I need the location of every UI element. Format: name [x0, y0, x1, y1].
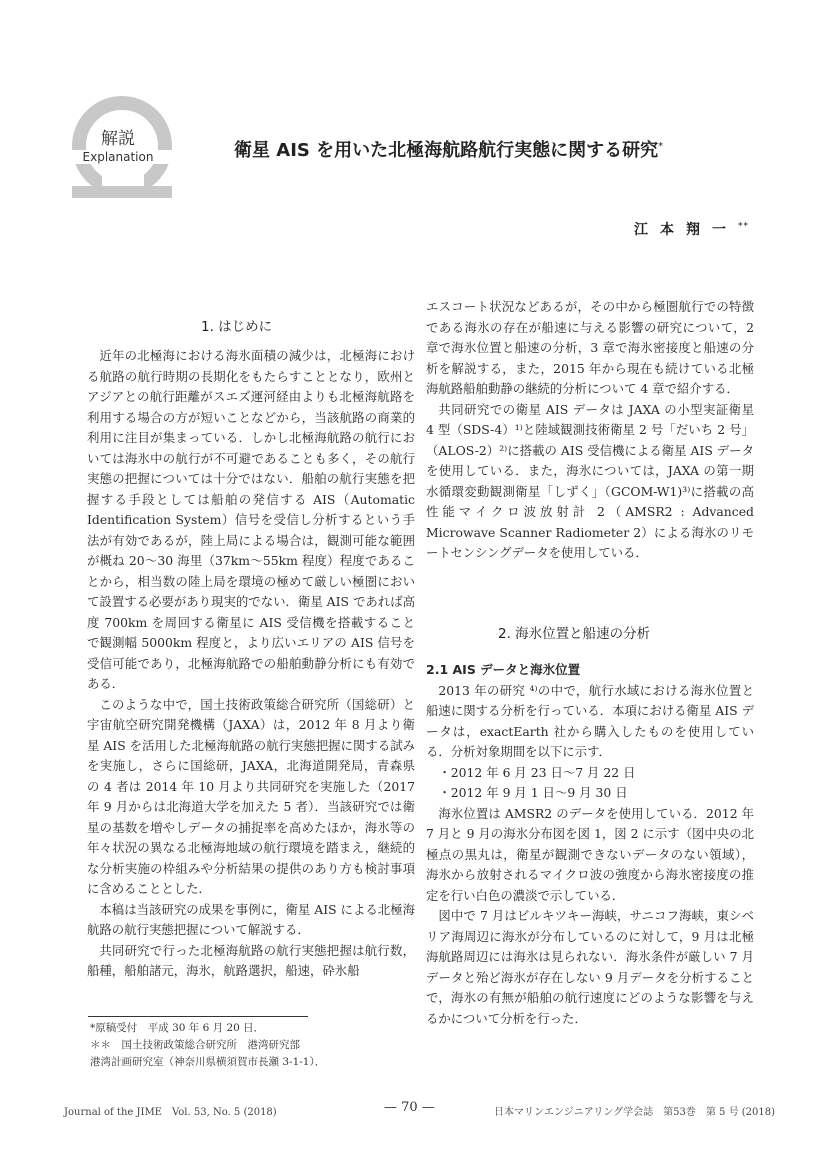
paragraph: このような中で，国土技術政策総合研究所（国総研）と宇宙航空研究開発機構（JAXA）は，2012 年 8 月より衛星 AIS を活用した北極海航路の航行実態把握に関する試みを実施し，さらに国総研，JAXA，北海道開発局，青森県の 4 者は 2014 年 10 月より共同研究を実施した（2017 年 9 月からは北海道大学を加えた 5 者）．当該研究では衛星の基数を増やしデータの捕捉率を高めたほか，海氷等の年々状況の異なる北極海地域の航行環境を踏まえ，継続的な分析実施の枠組みや分析結果の提供のあり方も検討事項に含めることとした． — [87, 696, 415, 896]
omega-base-bar — [72, 186, 172, 198]
section-2-heading: 2. 海氷位置と船速の分析 — [498, 626, 651, 642]
explanation-logo — [64, 94, 172, 212]
paragraph: 本稿は当該研究の成果を事例に，衛星 AIS による北極海航路の航行実態把握について解説する． — [87, 901, 415, 937]
footer-page-number: — 70 — — [384, 1100, 435, 1115]
paragraph: 2013 年の研究 ⁴⁾の中で，航行水域における海氷位置と船速に関する分析を行っている．本項における衛星 AIS データは，exactEarth 社から購入したものを使用している．分析対象期間を以下に示す． — [426, 682, 754, 759]
footer-journal-jp: 日本マリンエンジニアリング学会誌 第53巻 第 5 号 (2018) — [494, 1107, 776, 1118]
paragraph: 海氷位置は AMSR2 のデータを使用している．2012 年 7 月と 9 月の海氷分布図を図 1，図 2 に示す（図中央の北極点の黒丸は，衛星が観測できないデータのない領域），海氷から放射されるマイクロ波の強度から海氷密接度の推定を行い白色の濃淡で示している． — [426, 805, 754, 903]
paragraph: 図中で 7 月はビルキツキー海峡，サニコフ海峡，東シベリア海周辺に海氷が分布しているのに対して，9 月は北極海航路周辺には海氷は見られない．海氷条件が厳しい 7 月データと殆ど海氷が存在しない 9 月データを分析することで，海氷の有無が船舶の航行速度にどのような影響を与えるかについて分析を行った． — [426, 908, 754, 1026]
footnote-affiliation: ＊＊ 国土技術政策総合研究所 港湾研究部 — [90, 1039, 300, 1051]
article-title — [234, 136, 663, 162]
logo-label-jp: 解説 — [101, 129, 135, 149]
paragraph: 近年の北極海における海氷面積の減少は，北極海における航路の航行時期の長期化をもたらすこととなり，欧州とアジアとの航行距離がスエズ運河経由よりも北極海航路を利用する場合の方が短いことなどから，当該航路の商業的利用に注目が集まっている．しかし北極海航路の航行においては海氷中の航行が不可避であることも多く，その航行実態の把握については十分ではない．船舶の航行実態を把握する手段としては船舶の発信する AIS（Automatic Identification System）信号を受信し分析するという手法が有効であるが，陸上局による場合は，観測可能な範囲が概ね 20〜30 海里（37km〜55km 程度）程度であることから，相当数の陸上局を環境の極めて厳しい極圏において設置する必要があり現実的でない．衛星 AIS であれば高度 700km を周回する衛星に AIS 受信機を搭載することで観測幅 5000km 程度と，より広いエリアの AIS 信号を受信可能であり，北極海航路での船舶動静分析にも有効である． — [87, 348, 415, 691]
section-1-heading: 1. はじめに — [201, 319, 273, 335]
period-list-item: ・2012 年 6 月 23 日〜7 月 22 日 — [438, 764, 636, 780]
author-line — [634, 219, 749, 239]
left-column — [87, 346, 415, 982]
period-list-item: ・2012 年 9 月 1 日〜9 月 30 日 — [438, 785, 628, 800]
right-column-section-2 — [426, 658, 754, 1029]
right-column-top — [426, 297, 754, 564]
title-footnote-mark: * — [658, 141, 664, 152]
paragraph: 共同研究での衛星 AIS データは JAXA の小型実証衛星 4 型（SDS-4）¹⁾と陸域観測技術衛星 2 号「だいち 2 号」（ALOS-2）²⁾に搭載の AIS 受信機による衛星 AIS データを使用している．また，海氷については，JAXA の第一期水循環変動観測衛星「しずく」（GCOM-W1)³⁾に搭載の高性能マイクロ波放射計 2（AMSR2 : Advanced Microwave Scanner Radiometer 2）による海氷のリモートセンシングデータを使用している． — [426, 401, 754, 560]
title-text: 衛星 AIS を用いた北極海航路航行実態に関する研究 — [234, 140, 659, 161]
footnotes — [90, 1020, 325, 1071]
subsection-2-1-heading: 2.1 AIS データと海氷位置 — [426, 662, 581, 677]
author-name: 江本翔一 — [634, 222, 738, 238]
paragraph: 共同研究で行った北極海航路の航行実態把握は航行数，船種，船舶諸元，海氷，航路選択，船速，砕氷船 — [87, 942, 415, 978]
footer-journal-en: Journal of the JIME Vol. 53, No. 5 (2018) — [64, 1107, 277, 1118]
logo-label-en: Explanation — [58, 150, 178, 164]
footnote-address: 港湾計画研究室（神奈川県横須賀市長瀬 3-1-1）． — [90, 1056, 326, 1068]
footnote-divider — [88, 1016, 308, 1017]
author-footnote-mark: ** — [738, 221, 749, 232]
footnote-received: *原稿受付 平成 30 年 6 月 20 日． — [90, 1022, 265, 1034]
paragraph: エスコート状況などあるが，その中から極圏航行での特徴である海氷の存在が船速に与える影響の研究について，2 章で海氷位置と船速の分析，3 章で海氷密接度と船速の分析を解説する，また，2015 年から現在も続けている北極海航路船舶動静の継続的分析について 4 章で紹介する． — [426, 299, 754, 396]
